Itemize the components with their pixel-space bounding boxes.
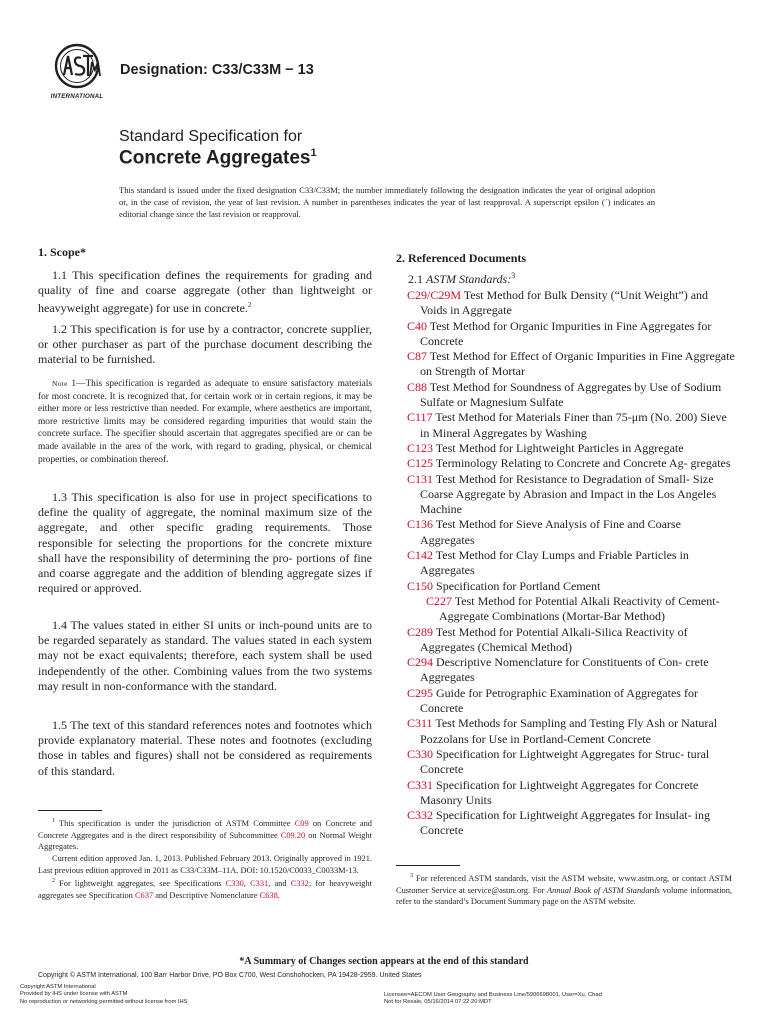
footnote-italic: Annual Book of ASTM Standards [547,885,660,895]
reference-link[interactable]: C294 [407,655,434,670]
logo-caption: INTERNATIONAL [50,93,104,100]
reference-link[interactable]: C150 [407,578,434,593]
footnote-divider-left [38,810,102,811]
copyright-line: Copyright © ASTM International, 100 Barr Harbor Drive, PO Box C700, West Conshohocken, PA 19428-2959. United States [38,972,422,979]
reference-item [396,579,736,594]
link-c637[interactable]: C637 [134,890,154,900]
note-text: 1—This specification is regarded as adequate to ensure satisfactory materials for most concrete. It is recognized that, for certain work or in certain regions, it may be either more or less restrictive than needed. For example, where aesthetics are important, more restrictive limits may be considered regarding impurities that would stain the concrete surface. The specifier should ascertain that aggregates specified are or can be made available in the area of the work, with regard to grading, physical, or chemical properties, or combination thereof. [38,379,372,465]
footnote-text: volume information, refer to the standard’s Document Summary page on the ASTM website. [396,885,732,907]
footnote-1-edition: Current edition approved Jan. 1, 2013. Published February 2013. Originally approved in 1921. Last previous edition approved in 2011 as C33/C33M–11A. DOI: 10.1520/C0033_C0033M-13. [38,853,372,875]
reference-title: Test Method for Clay Lumps and Friable Particles in Aggregates [420,548,689,578]
reference-item [396,625,736,656]
title-line-2 [119,147,317,169]
summary-of-changes-note: *A Summary of Changes section appears at the end of this standard [239,956,529,967]
reference-link[interactable]: C227 [426,593,453,608]
subsection-number: 2.1 [408,272,426,286]
reference-item [396,410,736,441]
reference-link[interactable]: C142 [407,548,434,563]
reference-item [396,517,736,548]
astm-standards-subheading [408,271,515,287]
designation-note: This standard is issued under the fixed designation C33/C33M; the number immediately following the designation indicates the year of original adoption or, in the case of revision, the year of last revision. A number in parentheses indicates the year of last reapproval. A superscript epsilon (´) indicates an editorial change since the last revision or reapproval. [119,185,655,220]
footnotes-left [38,816,372,902]
paragraph-text: 1.1 This specification defines the requirements for grading and quality of fine and coarse aggregate (other than lightweight or heavyweight aggregate) for use in concrete. [38,268,372,316]
reference-item [396,808,736,839]
footnote-text: . [277,890,280,900]
license-line: Copyright ASTM International [20,984,96,990]
astm-logo [44,42,110,104]
reference-title: Specification for Lightweight Aggregates for Insulat- ing Concrete [420,808,710,838]
reference-title: Guide for Petrographic Examination of Aggregates for Concrete [420,685,698,716]
footnote-mark: 3 [511,271,516,280]
reference-link[interactable]: C40 [407,318,428,333]
reference-item [396,380,736,411]
reference-title: Specification for Portland Cement [433,578,601,593]
scope-paragraph-1-4: 1.4 The values stated in either SI units or inch-pound units are to be regarded separately as standard. The values stated in each system may not be exact equivalents; therefore, each system shall be used independently of the other. Combining values from the two systems may result in non-conformance with the standard. [38,618,372,693]
footnote-text: on Normal Weight Aggregates. [38,830,372,852]
designation: Designation: C33/C33M − 13 [120,62,314,78]
reference-item [396,747,736,778]
footnote-mark: 2 [52,878,55,885]
reference-link[interactable]: C136 [407,517,434,532]
scope-paragraph-1-3: 1.3 This specification is also for use in project specifications to define the quality of aggregate, the nominal maximum size of the aggregate, and other specific grading requirements. Those responsible for selecting the proportions for the concrete mixture shall have the responsibility of determining the pro- portions of fine and coarse aggregate and the addition of blending aggregate sizes if required or approved. [38,490,372,596]
reference-link[interactable]: C88 [407,379,428,394]
reference-link[interactable]: C289 [407,624,434,639]
license-line: Licensee=AECOM User Geography and Business Line/5906698001, User=Xu, Chad [384,992,602,998]
reference-title: Test Method for Organic Impurities in Fine Aggregates for Concrete [420,318,712,348]
reference-title: Test Method for Lightweight Particles in Aggregate [433,440,684,455]
footnote-1 [38,816,372,853]
link-c330[interactable]: C330 [225,879,244,889]
footnote-text: For lightweight aggregates, see Specifications [55,879,226,889]
scope-paragraph-1-5: 1.5 The text of this standard references notes and footnotes which provide explanatory material. These notes and footnotes (excluding those in tables and figures) shall not be considered as requirements of this standard. [38,718,372,778]
reference-title: Test Method for Soundness of Aggregates by Use of Sodium Sulfate or Magnesium Sulfate [420,379,722,410]
reference-item [396,716,736,747]
footnote-divider-right [396,865,460,866]
reference-link[interactable]: C125 [407,456,434,471]
reference-title: Terminology Relating to Concrete and Concrete Ag- gregates [433,456,731,471]
reference-item [396,686,736,717]
footnote-mark: 2 [247,301,252,310]
section-heading-referenced-documents: 2. Referenced Documents [396,251,527,265]
reference-link[interactable]: C131 [407,471,434,486]
footnote-text: This specification is under the jurisdiction of ASTM Committee [55,818,295,828]
title-line-1: Standard Specification for [119,128,303,145]
license-line: Provided by IHS under license with ASTM [20,991,128,998]
reference-link[interactable]: C331 [407,777,434,792]
reference-title: Test Method for Effect of Organic Impurities in Fine Aggregate on Strength of Mortar [420,349,735,379]
footnote-text: For referenced ASTM standards, visit the ASTM website, www.astm.org, or contact ASTM Customer Service at service@astm.org. For [396,873,732,895]
footnote-mark: 3 [410,873,413,879]
scope-note-1 [38,378,372,466]
referenced-standards-list [396,288,736,839]
footnote-3 [396,871,732,908]
reference-item [396,778,736,809]
link-c09-20[interactable]: C09.20 [280,830,306,840]
reference-link[interactable]: C311 [407,716,433,731]
reference-title: Test Method for Sieve Analysis of Fine and Coarse Aggregates [420,517,681,547]
license-line: No reproduction or networking permitted without license from IHS [20,998,188,1005]
reference-title: Test Method for Potential Alkali-Silica Reactivity of Aggregates (Chemical Method) [420,624,688,654]
reference-item [396,472,736,518]
footnote-text: , [243,879,251,889]
reference-link[interactable]: C117 [407,410,433,425]
reference-item [396,548,736,579]
reference-link[interactable]: C87 [407,349,428,364]
reference-title: Test Method for Resistance to Degradation of Small- Size Coarse Aggregate by Abrasion and Impact in the Los Angeles Machine [420,471,717,517]
license-line: Not for Resale, 05/16/2014 07:22:20 MDT [384,999,492,1006]
footnote-2 [38,876,372,901]
footnote-text: ; for heavyweight aggregates see Specification [38,879,373,900]
document-title: Concrete Aggregates [119,147,311,169]
footnote-mark: 1 [52,818,55,824]
scope-paragraph-1-2: 1.2 This specification is for use by a contractor, concrete supplier, or other purchaser as part of the purchase document describing the material to be furnished. [38,322,372,367]
footnote-text: , and [268,879,291,889]
reference-title: Test Method for Potential Alkali Reactivity of Cement-Aggregate Combinations (Mortar-Bar Method) [439,593,720,624]
reference-item [396,349,736,380]
footnote-text: on Concrete and Concrete Aggregates and is the direct responsibility of Subcommittee [38,818,372,840]
reference-title: Descriptive Nomenclature for Constituents of Con- crete Aggregates [420,655,709,685]
link-c332[interactable]: C332 [290,879,309,889]
reference-title: Test Method for Materials Finer than 75-μm (No. 200) Sieve in Mineral Aggregates by Washing [420,410,727,440]
reference-title: Specification for Lightweight Aggregates for Concrete Masonry Units [420,777,699,807]
link-c638[interactable]: C638 [259,890,278,900]
reference-title: Test Methods for Sampling and Testing Fly Ash or Natural Pozzolans for Use in Portland-Cement Concrete [420,716,718,746]
scope-paragraph-1-1 [38,268,372,317]
reference-title: Test Method for Bulk Density (“Unit Weight”) and Voids in Aggregate [420,288,709,318]
section-heading-scope: 1. Scope* [38,245,86,259]
license-block-right [384,992,602,1007]
reference-item [396,288,736,319]
reference-item [396,319,736,350]
reference-link[interactable]: C330 [407,746,434,761]
reference-item [396,655,736,686]
reference-item [396,441,736,456]
link-c09[interactable]: C09 [294,818,309,828]
reference-link[interactable]: C295 [407,685,434,700]
reference-item [396,456,736,471]
license-block-left [20,984,188,1006]
title-footnote-mark: 1 [310,147,317,159]
reference-link[interactable]: C29/C29M [407,288,462,302]
note-label: Note [52,379,68,388]
reference-link[interactable]: C332 [407,808,434,823]
subsection-title: ASTM Standards: [426,272,512,286]
reference-item [396,594,736,625]
reference-title: Specification for Lightweight Aggregates for Struc- tural Concrete [420,746,710,777]
link-c331[interactable]: C331 [250,879,269,889]
reference-link[interactable]: C123 [407,440,434,455]
footnote-text: and Descriptive Nomenclature [153,890,260,900]
